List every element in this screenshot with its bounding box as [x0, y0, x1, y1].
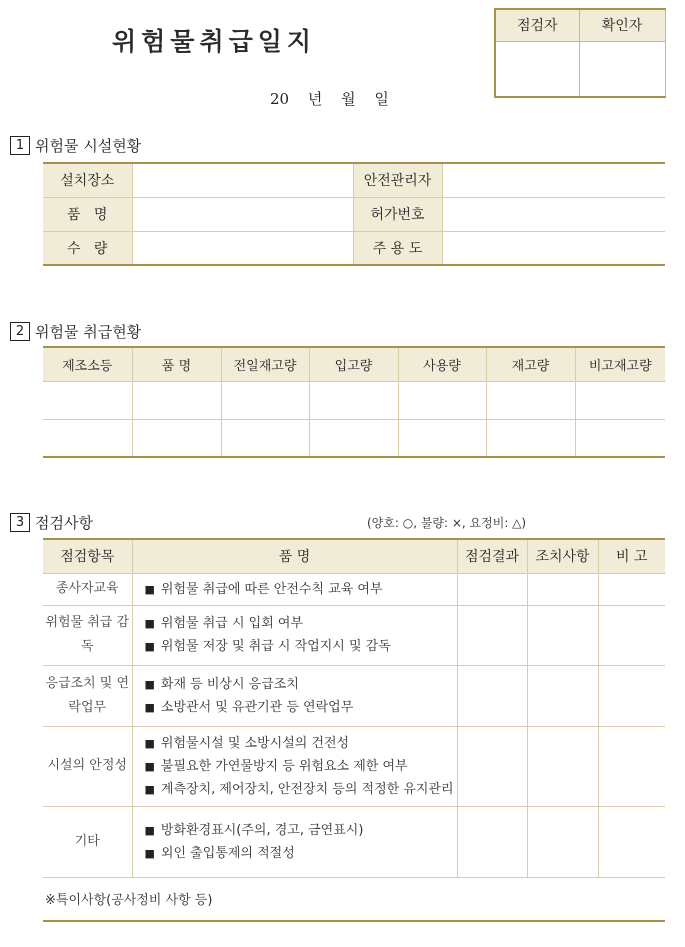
table-row	[43, 605, 665, 665]
table-row	[43, 806, 665, 877]
inspector-signature-cell[interactable]	[495, 41, 579, 97]
table-cell[interactable]	[575, 419, 665, 457]
section3-title: 점검사항	[35, 514, 93, 532]
table-cell[interactable]	[575, 381, 665, 419]
result-cell[interactable]	[457, 806, 527, 877]
column-header: 비고재고량	[575, 347, 665, 381]
check-items	[132, 806, 457, 877]
action-cell[interactable]	[527, 726, 598, 806]
column-header: 조치사항	[527, 539, 598, 573]
section1-title: 위험물 시설현황	[35, 137, 142, 155]
section1-heading	[10, 135, 141, 156]
action-cell[interactable]	[527, 573, 598, 605]
section2-heading	[10, 321, 141, 342]
table-cell[interactable]	[398, 381, 486, 419]
safety-manager-field[interactable]	[442, 163, 665, 197]
column-header: 사용량	[398, 347, 486, 381]
result-cell[interactable]	[457, 573, 527, 605]
remarks-cell[interactable]	[598, 726, 665, 806]
table-row	[43, 419, 665, 457]
main-use-field[interactable]	[442, 231, 665, 265]
action-cell[interactable]	[527, 806, 598, 877]
installation-site-label: 설치장소	[43, 163, 132, 197]
table-cell[interactable]	[486, 419, 575, 457]
table-cell[interactable]	[43, 381, 132, 419]
result-cell[interactable]	[457, 605, 527, 665]
column-header: 점검결과	[457, 539, 527, 573]
column-header: 품 명	[132, 539, 457, 573]
check-item: ■ 불필요한 가연물방지 등 위험요소 제한 여부	[145, 755, 447, 778]
category-label: 기타	[43, 806, 132, 877]
check-item: ■ 화재 등 비상시 응급조치	[145, 673, 447, 696]
column-header: 점검항목	[43, 539, 132, 573]
permit-number-field[interactable]	[442, 197, 665, 231]
check-item: ■ 외인 출입통제의 적절성	[145, 842, 447, 865]
quantity-label: 수 량	[43, 231, 132, 265]
table-cell[interactable]	[486, 381, 575, 419]
section2-number: 2	[10, 322, 30, 341]
category-label: 종사자교육	[43, 573, 132, 605]
inspection-table	[43, 538, 665, 922]
check-item: ■ 소방관서 및 유관기관 등 연락업무	[145, 696, 447, 719]
section2-title: 위험물 취급현황	[35, 323, 142, 341]
table-row	[43, 163, 665, 197]
table-row	[43, 381, 665, 419]
column-header: 품 명	[132, 347, 221, 381]
section3-number: 3	[10, 513, 30, 532]
column-header: 재고량	[486, 347, 575, 381]
remarks-cell[interactable]	[598, 605, 665, 665]
table-row	[43, 197, 665, 231]
result-cell[interactable]	[457, 665, 527, 726]
main-use-label: 주 용 도	[353, 231, 442, 265]
table-row	[43, 573, 665, 605]
table-cell[interactable]	[309, 419, 398, 457]
check-items	[132, 605, 457, 665]
installation-site-field[interactable]	[132, 163, 353, 197]
permit-number-label: 허가번호	[353, 197, 442, 231]
table-cell[interactable]	[221, 381, 309, 419]
facility-status-table	[43, 162, 665, 266]
table-header-row	[43, 347, 665, 381]
table-header-row	[43, 539, 665, 573]
category-label: 위험물 취급 감독	[43, 605, 132, 665]
table-cell[interactable]	[132, 419, 221, 457]
inspector-label: 점검자	[495, 9, 579, 41]
document-title: 위험물취급일지	[112, 27, 317, 56]
special-notes-field[interactable]: ※특이사항(공사정비 사항 등)	[43, 877, 665, 921]
table-cell[interactable]	[132, 381, 221, 419]
check-item: ■ 계측장치, 제어장치, 안전장치 등의 적정한 유지관리	[145, 778, 447, 801]
column-header: 입고량	[309, 347, 398, 381]
category-label: 시설의 안정성	[43, 726, 132, 806]
check-items	[132, 726, 457, 806]
table-cell[interactable]	[398, 419, 486, 457]
remarks-cell[interactable]	[598, 665, 665, 726]
check-item: ■ 위험물시설 및 소방시설의 건전성	[145, 732, 447, 755]
confirmer-label: 확인자	[579, 9, 665, 41]
product-name-field[interactable]	[132, 197, 353, 231]
category-label: 응급조치 및 연락업무	[43, 665, 132, 726]
product-name-label: 품 명	[43, 197, 132, 231]
date-line: 20 년 월 일	[270, 90, 389, 108]
remarks-cell[interactable]	[598, 573, 665, 605]
rating-legend: (양호: ○, 불량: ×, 요정비: △)	[367, 516, 527, 530]
approval-box	[494, 8, 666, 98]
action-cell[interactable]	[527, 665, 598, 726]
table-cell[interactable]	[43, 419, 132, 457]
check-item: ■ 위험물 취급 시 입회 여부	[145, 612, 447, 635]
table-cell[interactable]	[221, 419, 309, 457]
section3-heading	[10, 512, 93, 533]
section1-number: 1	[10, 136, 30, 155]
table-row	[43, 665, 665, 726]
column-header: 제조소등	[43, 347, 132, 381]
check-items	[132, 573, 457, 605]
table-row	[43, 231, 665, 265]
table-row	[43, 877, 665, 921]
check-item: ■ 위험물 취급에 따른 안전수칙 교육 여부	[145, 578, 447, 601]
table-row	[43, 726, 665, 806]
action-cell[interactable]	[527, 605, 598, 665]
check-item: ■ 위험물 저장 및 취급 시 작업지시 및 감독	[145, 635, 447, 658]
remarks-cell[interactable]	[598, 806, 665, 877]
result-cell[interactable]	[457, 726, 527, 806]
column-header: 전일재고량	[221, 347, 309, 381]
column-header: 비 고	[598, 539, 665, 573]
check-item: ■ 방화환경표시(주의, 경고, 금연표시)	[145, 819, 447, 842]
check-items	[132, 665, 457, 726]
handling-status-table	[43, 346, 665, 458]
quantity-field[interactable]	[132, 231, 353, 265]
table-cell[interactable]	[309, 381, 398, 419]
confirmer-signature-cell[interactable]	[579, 41, 665, 97]
safety-manager-label: 안전관리자	[353, 163, 442, 197]
